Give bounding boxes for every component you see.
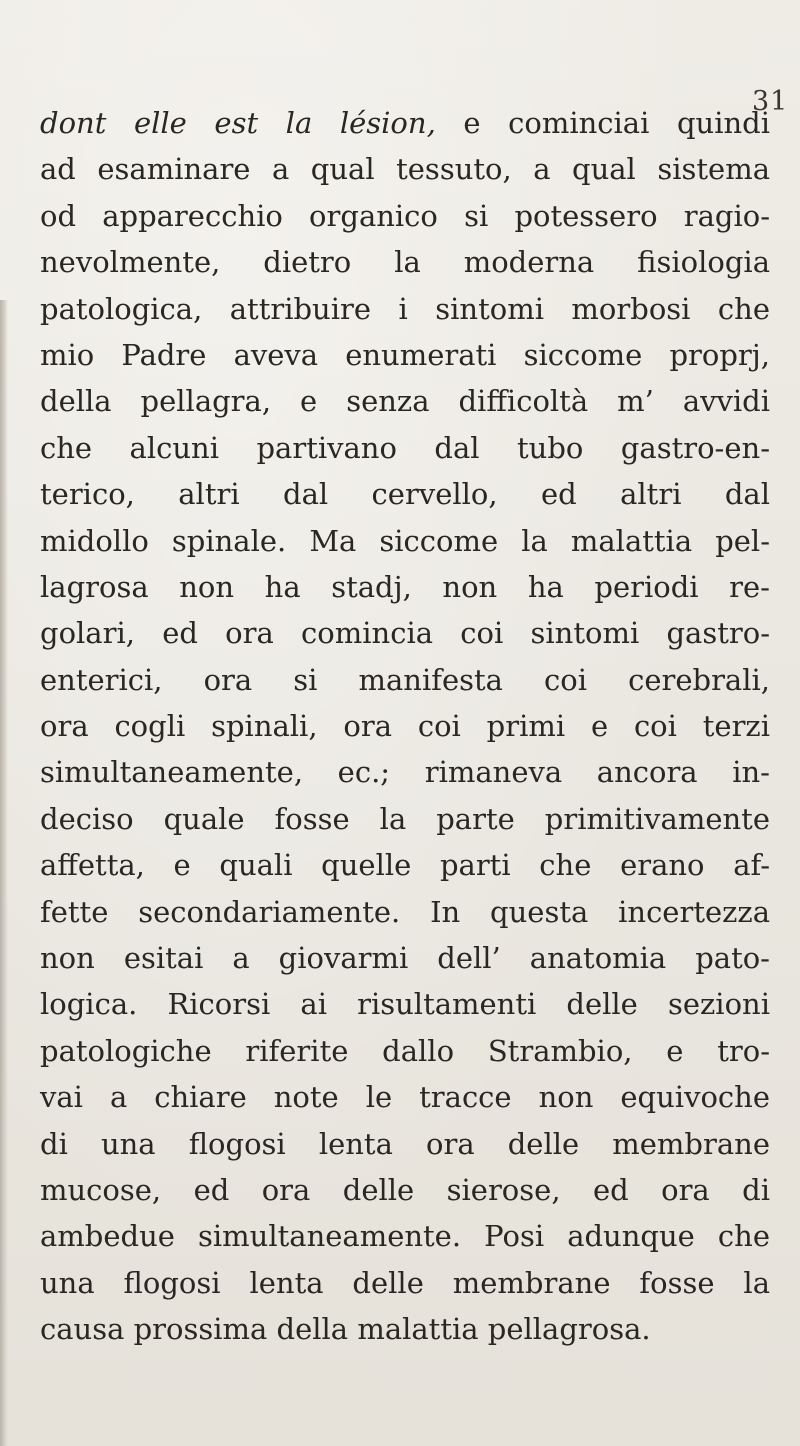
text-line-rest: e cominciai quindi: [435, 106, 770, 140]
page-binding-edge: [0, 300, 8, 1446]
text-line: patologica, attribuire i sintomi morbosi che: [40, 291, 770, 326]
french-quote: dont elle est la lésion,: [40, 106, 436, 140]
text-line: golari, ed ora comincia coi sintomi gastro-: [40, 616, 770, 651]
text-line: deciso quale fosse la parte primitivamente: [40, 801, 770, 836]
text-line: patologiche riferite dallo Strambio, e tro-: [40, 1033, 770, 1068]
text-line: mucose, ed ora delle sierose, ed ora di: [40, 1172, 770, 1207]
text-line: mio Padre aveva enumerati siccome proprj,: [40, 337, 770, 372]
text-line: ambedue simultaneamente. Posi adunque che: [40, 1219, 770, 1254]
text-line: di una flogosi lenta ora delle membrane: [40, 1126, 770, 1161]
text-line: nevolmente, dietro la moderna fisiologia: [40, 245, 770, 280]
text-line: vai a chiare note le tracce non equivoche: [40, 1080, 770, 1115]
text-line: lagrosa non ha stadj, non ha periodi re-: [40, 569, 770, 604]
text-line: terico, altri dal cervello, ed altri dal: [40, 477, 770, 512]
text-line: simultaneamente, ec.; rimaneva ancora in-: [40, 755, 770, 790]
text-line: non esitai a giovarmi dell’ anatomia pato-: [40, 941, 770, 976]
text-line: fette secondariamente. In questa incertezza: [40, 894, 770, 929]
text-line: [40, 100, 770, 146]
text-line: della pellagra, e senza difficoltà m’ avvidi: [40, 384, 770, 419]
body-text: [40, 100, 770, 1353]
text-line-last: causa prossima della malattia pellagrosa.: [40, 1312, 651, 1347]
text-line: od apparecchio organico si potessero ragio-: [40, 198, 770, 233]
text-line: affetta, e quali quelle parti che erano af-: [40, 848, 770, 883]
text-line: midollo spinale. Ma siccome la malattia pel-: [40, 523, 770, 558]
text-line: che alcuni partivano dal tubo gastro-en-: [40, 430, 770, 465]
page-number: 31: [752, 86, 789, 117]
text-line: enterici, ora si manifesta coi cerebrali,: [40, 662, 770, 697]
text-line: una flogosi lenta delle membrane fosse la: [40, 1265, 770, 1300]
text-line: logica. Ricorsi ai risultamenti delle sezioni: [40, 987, 770, 1022]
text-line: ad esaminare a qual tessuto, a qual sistema: [40, 152, 770, 187]
text-line: ora cogli spinali, ora coi primi e coi terzi: [40, 709, 770, 744]
